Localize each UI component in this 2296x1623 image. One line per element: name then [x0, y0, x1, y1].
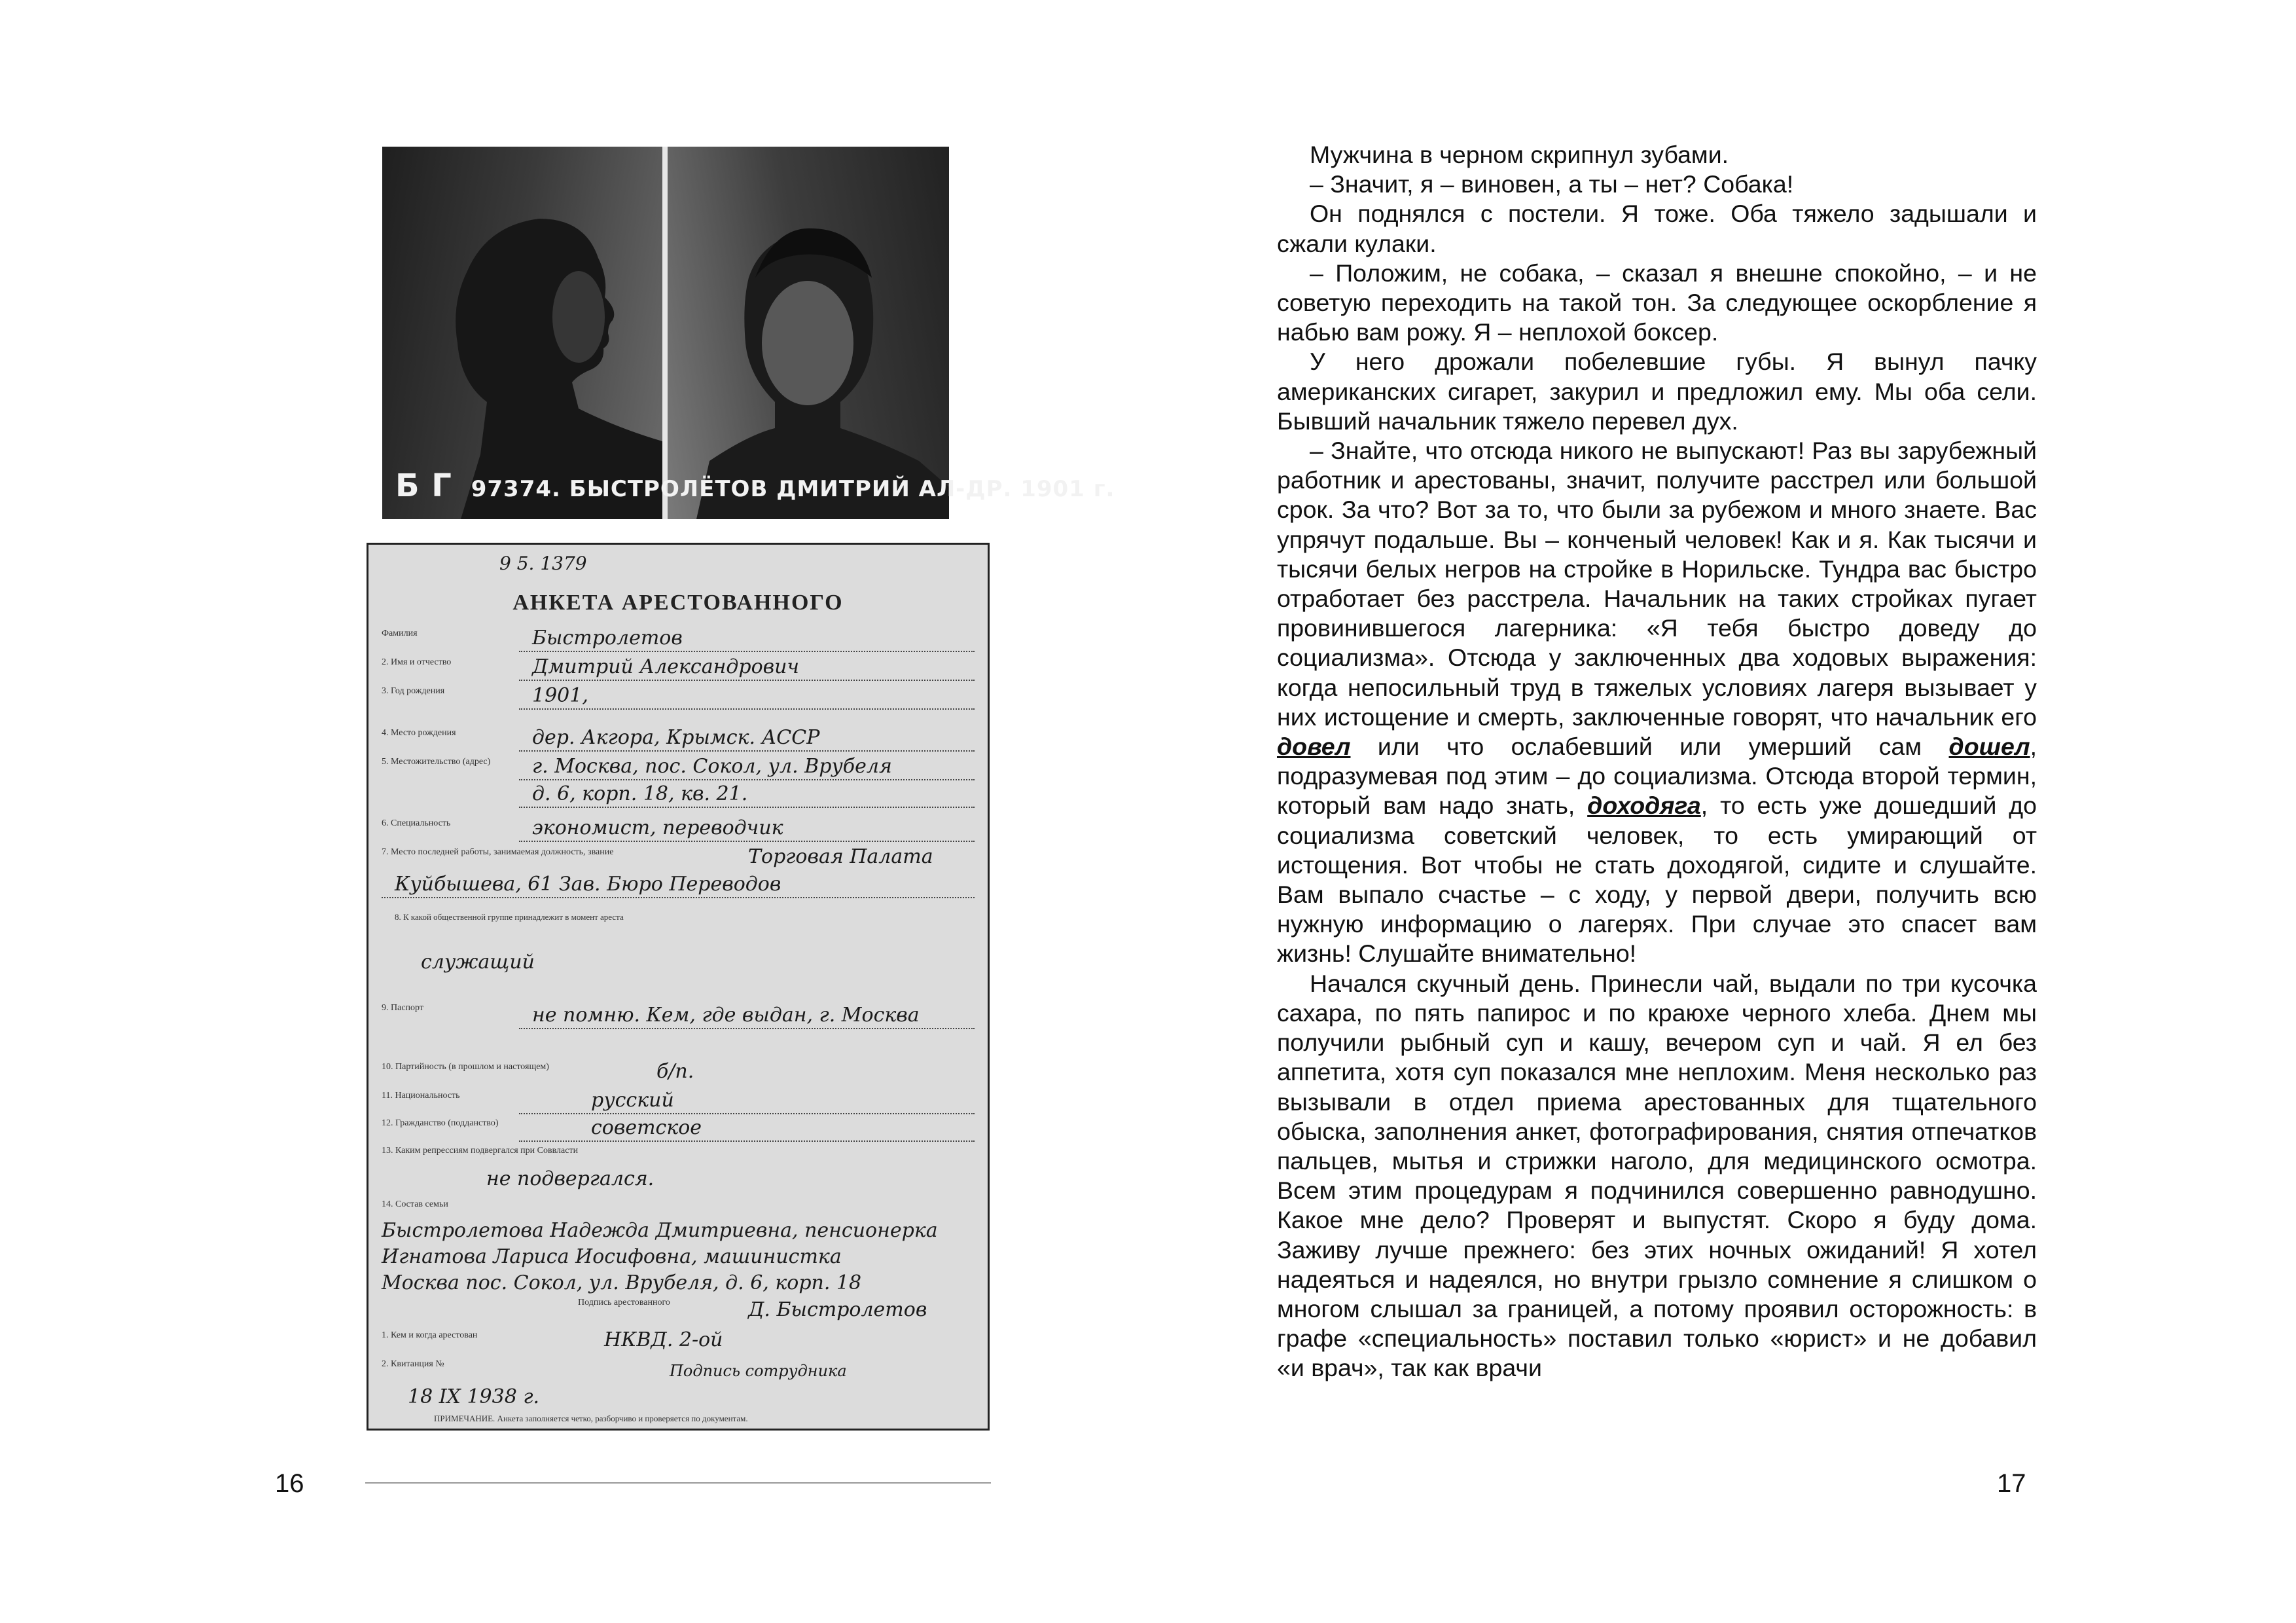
page-number-right: 17: [1997, 1469, 2026, 1498]
paragraph: Начался скучный день. Принесли чай, выдали по три кусочка сахара, по пять папирос и по краюхе черного хлеба. Днем мы получили рыбный суп и кашу, вечером суп и чай. Я ел без аппетита, хотя суп показался мне неплохим. Меня несколько раз вызывали в отдел приема арестованных для тщательного обыска, заполнения анкет, фотографирования, снятия отпечатков пальцев, мытья и стрижки наголо, для медицинского осмотра. Всем этим процедурам я подчинился совершенно равнодушно. Какое мне дело? Проверят и выпустят. Скоро я буду дома. Заживу лучше прежнего: без этих ночных ожиданий! Я хотел надеяться и надеялся, но внутри грызло сомнение я слишком о многом слышал за границей, а потому проявил осторожность: в графе «специальность» поставил только «юрист» и не добавил «и врач», так как врачи: [1277, 969, 2037, 1382]
paragraph: У него дрожали побелевшие губы. Я вынул пачку американских сигарет, закурил и предложил ему. Мы оба сели. Бывший начальник тяжело перевел дух.: [1277, 348, 2037, 435]
photo-caption-text: 97374. БЫСТРОЛЁТОВ ДМИТРИЙ АЛ-ДР. 1901 г.: [471, 476, 1115, 502]
paragraph: Он поднялся с постели. Я тоже. Оба тяжело задышали и сжали кулаки.: [1277, 200, 2037, 257]
form-row-family: 14. Состав семьи: [382, 1199, 448, 1209]
form-value-family-3: Москва пос. Сокол, ул. Врубеля, д. 6, корп. 18: [382, 1271, 862, 1294]
form-value-family-1: Быстролетова Надежда Дмитриевна, пенсионерка: [382, 1219, 938, 1242]
form-value-social-group: служащий: [421, 951, 535, 974]
form-row-address-cont: д. 6, корп. 18, кв. 21.: [382, 784, 975, 808]
form-date: 18 IX 1938 г.: [408, 1385, 540, 1408]
form-row-receipt: 2. Квитанция № Подпись сотрудника: [382, 1359, 847, 1380]
text-column: [1277, 140, 2037, 1383]
paragraph: Мужчина в черном скрипнул зубами.: [1310, 141, 1729, 168]
form-row-specialty: 6. Специальность экономист, переводчик: [382, 818, 975, 842]
mugshot-photo: [382, 147, 1115, 519]
form-value-family-2: Игнатова Лариса Иосифовна, машинистка: [382, 1245, 842, 1268]
form-row-arrested-by: 1. Кем и когда арестован НКВД. 2-ой: [382, 1328, 723, 1351]
form-row-nationality: 11. Национальность русский: [382, 1091, 975, 1114]
paragraph-with-terms: – Знайте, что отсюда никого не выпускают! Раз вы зарубежный работник и арестованы, значит, получите расстрел или большой срок. За что? Вот за то, что были за рубежом и много знаете. Вас упрячут подальше. Вы – конченый человек! Как и я. Как тысячи и тысячи белых негров на стройке в Норильске. Тундра вас быстро отработает без расстрела. Начальник на таких стройках пугает провинившегося лагерника: «Я тебя быстро доведу до социализма». Отсюда у заключенных два ходовых выражения: когда непосильный труд в тяжелых условиях лагеря вызывает у них истощение и смерть, заключенные говорят, что начальник его довел или что ослабевший или умерший сам дошел, подразумевая под этим – до социализма. Отсюда второй термин, который вам надо знать, доходяга, то есть уже дошедший до социализма советский человек, то есть умирающий от истощения. Вот чтобы не стать доходягой, сидите и слушайте. Вам выпало счастье – с ходу, у первой двери, получить всю нужную информацию о лагерях. При случае это спасет вам жизнь! Слушайте внимательно!: [1277, 437, 2037, 968]
form-row-address: 5. Местожительство (адрес) г. Москва, пос. Сокол, ул. Врубеля: [382, 757, 975, 780]
page-rule: [365, 1482, 991, 1484]
form-footnote: ПРИМЕЧАНИЕ. Анкета заполняется четко, разборчиво и проверяется по документам.: [434, 1413, 748, 1423]
form-row-repressions: 13. Каким репрессиям подвергался при Соввласти не подвергался.: [382, 1146, 655, 1190]
form-row-passport: 9. Паспорт не помню. Кем, где выдан, г. Москва: [382, 1003, 975, 1029]
photo-caption: [395, 467, 1115, 504]
form-row-surname: Фамилия Быстролетов: [382, 629, 975, 652]
paragraph: – Положим, не собака, – сказал я внешне спокойно, – и не советую переходить на такой тон. За следующее оскорбление я набью вам рожу. Я – неплохой боксер.: [1277, 259, 2037, 346]
arrest-questionnaire: [367, 543, 990, 1431]
form-row-citizenship: 12. Гражданство (подданство) советское: [382, 1118, 975, 1142]
form-row-signature: Подпись арестованного Д. Быстролетов: [578, 1298, 927, 1321]
form-title: АНКЕТА АРЕСТОВАННОГО: [512, 591, 844, 615]
form-top-numbers: 9 5. 1379: [499, 553, 587, 574]
form-row-party: 10. Партийность (в прошлом и настоящем) б/п.: [382, 1060, 694, 1083]
page-number-left: 16: [275, 1469, 304, 1498]
term-dokhodyaga: доходяга: [1587, 792, 1701, 820]
form-row-name: 2. Имя и отчество Дмитрий Александрович: [382, 657, 975, 681]
photo-stamp-code: Б Г: [395, 467, 452, 504]
paragraph: – Значит, я – виновен, а ты – нет? Собака!: [1310, 170, 1794, 198]
form-row-social-group: 8. К какой общественной группе принадлежит в момент ареста: [395, 912, 624, 922]
form-row-workplace: 7. Место последней работы, занимаемая должность, звание Торговая Палата: [382, 845, 933, 868]
form-row-birth-year: 3. Год рождения 1901,: [382, 686, 975, 710]
term-dovel: довел: [1277, 733, 1351, 761]
term-doshel: дошел: [1948, 733, 2030, 761]
form-row-birthplace: 4. Место рождения дер. Акгора, Крымск. АССР: [382, 728, 975, 752]
portrait-silhouettes: [382, 147, 949, 519]
form-row-workplace-cont: Куйбышева, 61 Зав. Бюро Переводов: [382, 875, 975, 898]
